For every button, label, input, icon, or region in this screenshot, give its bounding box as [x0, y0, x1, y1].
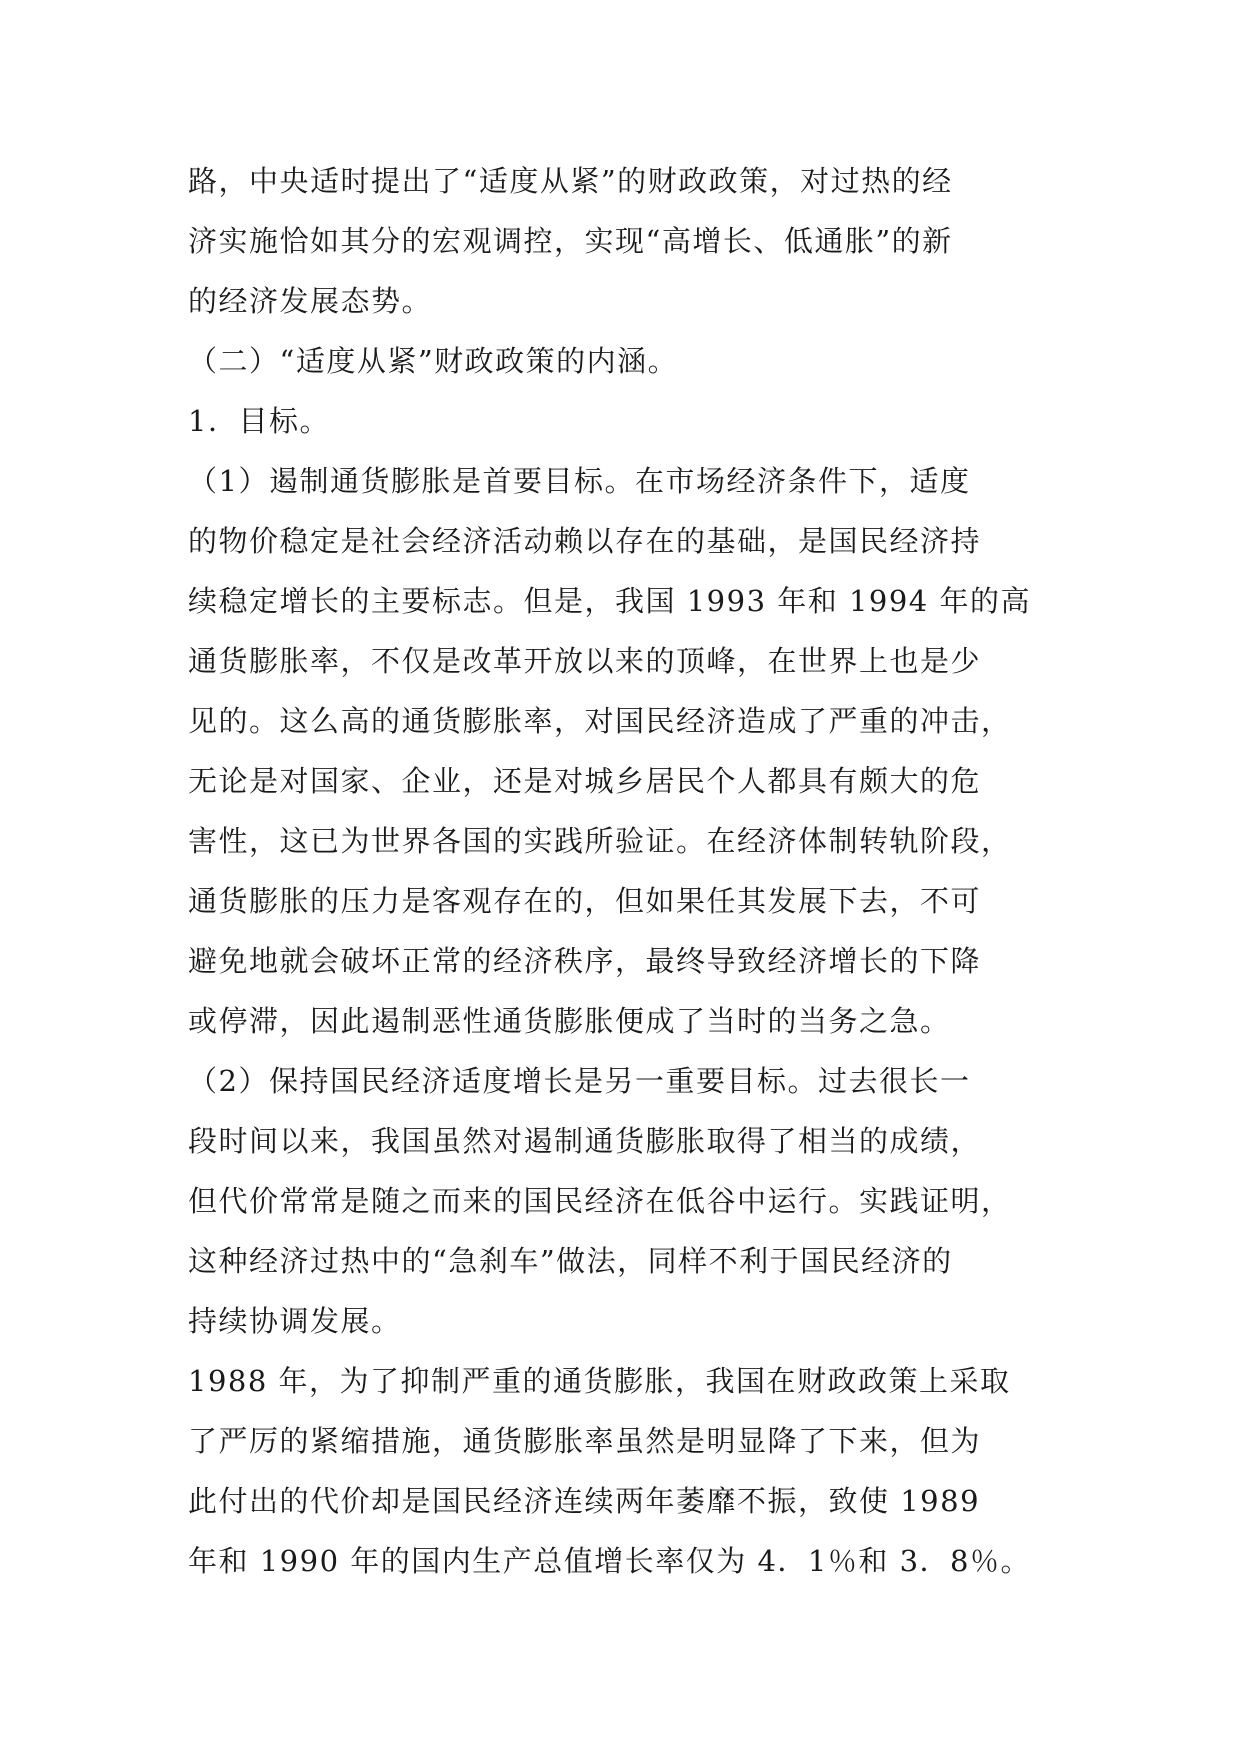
text-line: 避免地就会破坏正常的经济秩序，最终导致经济增长的下降 [188, 944, 982, 978]
text-line: （2）保持国民经济适度增长是另一重要目标。过去很长一 [188, 1064, 971, 1098]
text-line: 了严厉的紧缩措施，通货膨胀率虽然是明显降了下来，但为 [188, 1424, 982, 1458]
text-line: 1988 年，为了抑制严重的通货膨胀，我国在财政政策上采取 [188, 1364, 1011, 1398]
subsection-heading: 1．目标。 [188, 404, 330, 438]
text-line: 续稳定增长的主要标志。但是，我国 1993 年和 1994 年的高 [188, 584, 1031, 618]
text-line: 或停滞，因此遏制恶性通货膨胀便成了当时的当务之急。 [188, 1004, 951, 1038]
text-line: 通货膨胀的压力是客观存在的，但如果任其发展下去，不可 [188, 884, 982, 918]
text-line: 的物价稳定是社会经济活动赖以存在的基础，是国民经济持 [188, 524, 982, 558]
text-line: 路，中央适时提出了“适度从紧”的财政政策，对过热的经 [188, 164, 953, 198]
text-line: 通货膨胀率，不仅是改革开放以来的顶峰，在世界上也是少 [188, 644, 982, 678]
text-line: 持续协调发展。 [188, 1304, 402, 1338]
text-line: （1）遏制通货膨胀是首要目标。在市场经济条件下，适度 [188, 464, 971, 498]
section-heading: （二）“适度从紧”财政政策的内涵。 [188, 344, 679, 378]
text-line: 见的。这么高的通货膨胀率，对国民经济造成了严重的冲击， [188, 704, 1012, 738]
text-line: 这种经济过热中的“急刹车”做法，同样不利于国民经济的 [188, 1244, 953, 1278]
text-line: 但代价常常是随之而来的国民经济在低谷中运行。实践证明， [188, 1184, 1012, 1218]
text-line: 无论是对国家、企业，还是对城乡居民个人都具有颇大的危 [188, 764, 982, 798]
text-line: 济实施恰如其分的宏观调控，实现“高增长、低通胀”的新 [188, 224, 953, 258]
text-line: 年和 1990 年的国内生产总值增长率仅为 4．1％和 3．8％。 [188, 1544, 1031, 1578]
text-line: 害性，这已为世界各国的实践所验证。在经济体制转轨阶段， [188, 824, 1012, 858]
text-line: 的经济发展态势。 [188, 284, 433, 318]
text-line: 段时间以来，我国虽然对遏制通货膨胀取得了相当的成绩， [188, 1124, 982, 1158]
text-line: 此付出的代价却是国民经济连续两年萎靡不振，致使 1989 [188, 1484, 981, 1518]
